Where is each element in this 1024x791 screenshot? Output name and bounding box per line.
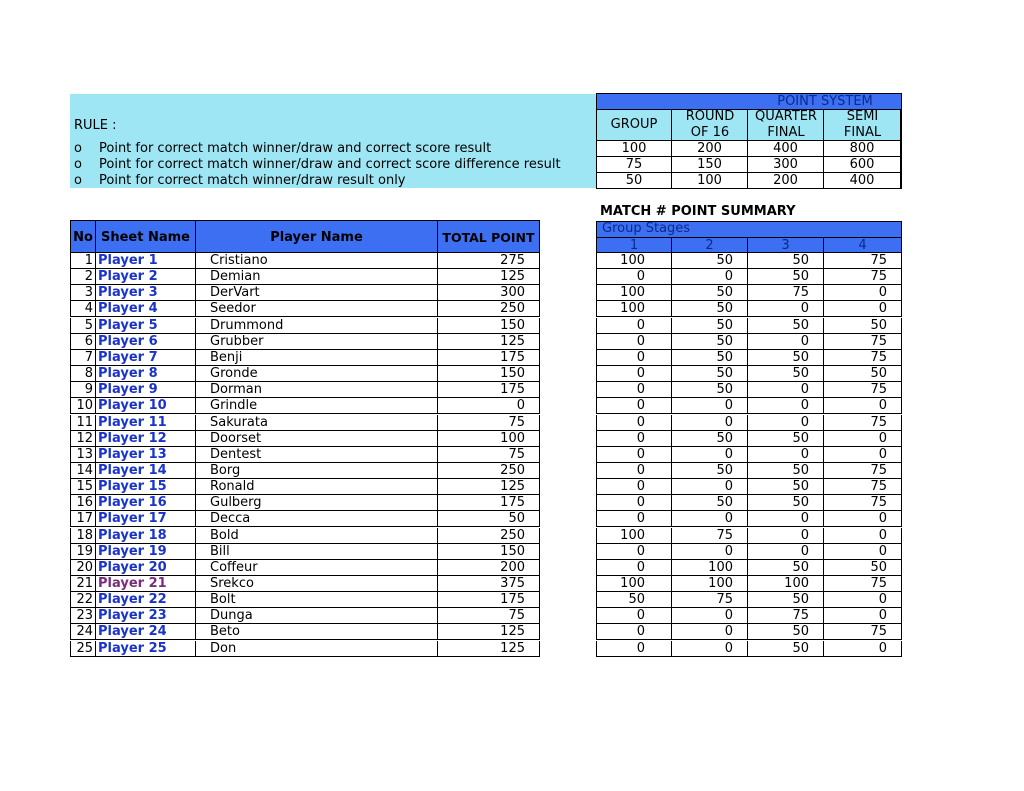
- summary-value: 75: [824, 463, 902, 479]
- summary-value: 50: [748, 495, 824, 511]
- player-total-point: 125: [438, 641, 540, 657]
- rule-bullet: o: [74, 141, 82, 156]
- player-sheet-link[interactable]: Player 4: [96, 301, 196, 317]
- column-label-line2: FINAL: [767, 125, 805, 140]
- summary-value: 75: [824, 253, 902, 269]
- summary-value: 0: [672, 624, 748, 640]
- player-name: Bill: [196, 544, 438, 560]
- summary-value: 0: [824, 398, 902, 414]
- summary-value: 50: [748, 624, 824, 640]
- summary-column-header: 3: [748, 237, 824, 253]
- player-row-number: 7: [70, 350, 96, 366]
- rule-item: Point for correct match winner/draw result only: [99, 173, 406, 188]
- summary-value: 0: [672, 608, 748, 624]
- player-name: Don: [196, 641, 438, 657]
- player-name: Borg: [196, 463, 438, 479]
- summary-value: 0: [672, 641, 748, 657]
- summary-value: 0: [596, 608, 672, 624]
- summary-column-header: 1: [596, 237, 672, 253]
- summary-value: 50: [748, 366, 824, 382]
- player-total-point: 150: [438, 318, 540, 334]
- column-label-line1: QUARTER: [755, 109, 817, 124]
- summary-value: 0: [596, 511, 672, 527]
- player-sheet-link[interactable]: Player 5: [96, 318, 196, 334]
- summary-value: 50: [672, 431, 748, 447]
- player-total-point: 250: [438, 528, 540, 544]
- summary-value: 75: [824, 415, 902, 431]
- player-total-point: 150: [438, 366, 540, 382]
- summary-value: 0: [596, 641, 672, 657]
- player-name: Cristiano: [196, 253, 438, 269]
- summary-value: 0: [748, 528, 824, 544]
- player-row-number: 4: [70, 301, 96, 317]
- column-label-line2: FINAL: [843, 125, 882, 140]
- player-row-number: 25: [70, 641, 96, 657]
- summary-value: 0: [748, 382, 824, 398]
- player-name: Dentest: [196, 447, 438, 463]
- summary-value: 0: [672, 269, 748, 285]
- player-row-number: 16: [70, 495, 96, 511]
- players-header-no: No: [70, 220, 96, 253]
- summary-value: 75: [672, 528, 748, 544]
- summary-value: 50: [748, 269, 824, 285]
- player-sheet-link[interactable]: Player 25: [96, 641, 196, 657]
- player-total-point: 75: [438, 415, 540, 431]
- player-total-point: 250: [438, 463, 540, 479]
- player-row-number: 1: [70, 253, 96, 269]
- summary-title: MATCH # POINT SUMMARY: [600, 204, 796, 219]
- summary-value: 50: [672, 350, 748, 366]
- summary-value: 75: [824, 479, 902, 495]
- player-sheet-link[interactable]: Player 7: [96, 350, 196, 366]
- summary-value: 0: [596, 269, 672, 285]
- player-sheet-link[interactable]: Player 3: [96, 285, 196, 301]
- point-value: 100: [672, 173, 748, 189]
- player-sheet-link[interactable]: Player 23: [96, 608, 196, 624]
- summary-value: 75: [824, 350, 902, 366]
- player-sheet-link[interactable]: Player 1: [96, 253, 196, 269]
- player-sheet-link[interactable]: Player 21: [96, 576, 196, 592]
- player-sheet-link[interactable]: Player 11: [96, 415, 196, 431]
- player-sheet-link[interactable]: Player 19: [96, 544, 196, 560]
- column-label-line2: OF 16: [690, 125, 730, 140]
- summary-value: 50: [672, 463, 748, 479]
- player-name: Srekco: [196, 576, 438, 592]
- point-value: 300: [748, 157, 824, 173]
- summary-value: 50: [824, 560, 902, 576]
- player-sheet-link[interactable]: Player 17: [96, 511, 196, 527]
- summary-value: 50: [748, 253, 824, 269]
- summary-value: 0: [596, 366, 672, 382]
- summary-value: 0: [596, 560, 672, 576]
- player-total-point: 125: [438, 334, 540, 350]
- summary-value: 0: [748, 334, 824, 350]
- summary-value: 100: [596, 301, 672, 317]
- player-row-number: 19: [70, 544, 96, 560]
- player-row-number: 8: [70, 366, 96, 382]
- summary-value: 0: [596, 350, 672, 366]
- summary-value: 0: [824, 608, 902, 624]
- player-sheet-link[interactable]: Player 8: [96, 366, 196, 382]
- players-header-total: TOTAL POINT: [438, 220, 540, 253]
- player-row-number: 6: [70, 334, 96, 350]
- summary-value: 75: [824, 624, 902, 640]
- summary-value: 50: [596, 592, 672, 608]
- player-total-point: 175: [438, 350, 540, 366]
- summary-value: 0: [824, 431, 902, 447]
- player-total-point: 125: [438, 624, 540, 640]
- summary-value: 0: [824, 528, 902, 544]
- summary-value: 0: [824, 301, 902, 317]
- summary-value: 0: [596, 431, 672, 447]
- point-value: 600: [824, 157, 901, 173]
- player-name: Benji: [196, 350, 438, 366]
- summary-value: 50: [748, 318, 824, 334]
- player-row-number: 17: [70, 511, 96, 527]
- player-row-number: 3: [70, 285, 96, 301]
- summary-group-label: Group Stages: [602, 221, 691, 236]
- player-row-number: 23: [70, 608, 96, 624]
- summary-value: 0: [596, 318, 672, 334]
- player-sheet-link[interactable]: Player 15: [96, 479, 196, 495]
- player-row-number: 12: [70, 431, 96, 447]
- player-total-point: 300: [438, 285, 540, 301]
- player-total-point: 175: [438, 592, 540, 608]
- rule-bullet: o: [74, 173, 82, 188]
- column-label-line1: SEMI: [846, 109, 879, 124]
- summary-value: 0: [596, 447, 672, 463]
- player-row-number: 20: [70, 560, 96, 576]
- point-value: 150: [672, 157, 748, 173]
- player-name: Bold: [196, 528, 438, 544]
- summary-value: 0: [748, 301, 824, 317]
- summary-value: 0: [672, 447, 748, 463]
- summary-value: 0: [672, 511, 748, 527]
- player-total-point: 375: [438, 576, 540, 592]
- player-row-number: 24: [70, 624, 96, 640]
- player-total-point: 275: [438, 253, 540, 269]
- summary-value: 75: [824, 382, 902, 398]
- player-name: Sakurata: [196, 415, 438, 431]
- player-total-point: 250: [438, 301, 540, 317]
- player-name: Ronald: [196, 479, 438, 495]
- player-sheet-link[interactable]: Player 10: [96, 398, 196, 414]
- rule-item: Point for correct match winner/draw and correct score difference result: [99, 157, 561, 172]
- summary-value: 0: [824, 592, 902, 608]
- summary-value: 0: [672, 398, 748, 414]
- player-total-point: 125: [438, 479, 540, 495]
- player-sheet-link[interactable]: Player 18: [96, 528, 196, 544]
- player-total-point: 200: [438, 560, 540, 576]
- summary-value: 0: [748, 511, 824, 527]
- summary-value: 100: [596, 285, 672, 301]
- player-row-number: 5: [70, 318, 96, 334]
- player-name: Bolt: [196, 592, 438, 608]
- player-total-point: 175: [438, 495, 540, 511]
- summary-value: 50: [672, 285, 748, 301]
- summary-value: 50: [672, 366, 748, 382]
- player-total-point: 50: [438, 511, 540, 527]
- player-name: Drummond: [196, 318, 438, 334]
- player-sheet-link[interactable]: Player 6: [96, 334, 196, 350]
- rule-item: Point for correct match winner/draw and correct score result: [99, 141, 492, 156]
- summary-value: 75: [824, 269, 902, 285]
- player-name: DerVart: [196, 285, 438, 301]
- player-row-number: 15: [70, 479, 96, 495]
- player-sheet-link[interactable]: Player 13: [96, 447, 196, 463]
- player-total-point: 75: [438, 608, 540, 624]
- summary-value: 0: [748, 544, 824, 560]
- summary-value: 50: [748, 431, 824, 447]
- point-system-title: POINT SYSTEM: [777, 94, 873, 109]
- player-name: Doorset: [196, 431, 438, 447]
- point-value: 200: [748, 173, 824, 189]
- summary-value: 50: [672, 495, 748, 511]
- summary-value: 75: [672, 592, 748, 608]
- player-sheet-link[interactable]: Player 16: [96, 495, 196, 511]
- summary-value: 50: [824, 366, 902, 382]
- player-sheet-link[interactable]: Player 9: [96, 382, 196, 398]
- player-name: Grubber: [196, 334, 438, 350]
- summary-column-header: 2: [672, 237, 748, 253]
- player-sheet-link[interactable]: Player 2: [96, 269, 196, 285]
- summary-value: 0: [824, 641, 902, 657]
- point-value: 400: [824, 173, 901, 189]
- rule-bullet: o: [74, 157, 82, 172]
- player-row-number: 18: [70, 528, 96, 544]
- summary-value: 75: [824, 495, 902, 511]
- summary-value: 50: [748, 560, 824, 576]
- summary-value: 50: [672, 301, 748, 317]
- summary-value: 0: [596, 463, 672, 479]
- summary-value: 0: [596, 415, 672, 431]
- summary-value: 0: [824, 285, 902, 301]
- summary-column-header: 4: [824, 237, 902, 253]
- summary-value: 50: [672, 334, 748, 350]
- summary-value: 50: [672, 382, 748, 398]
- point-value: 50: [596, 173, 672, 189]
- player-name: Seedor: [196, 301, 438, 317]
- summary-value: 50: [748, 463, 824, 479]
- player-name: Coffeur: [196, 560, 438, 576]
- player-name: Demian: [196, 269, 438, 285]
- player-sheet-link[interactable]: Player 12: [96, 431, 196, 447]
- summary-value: 50: [824, 318, 902, 334]
- player-sheet-link[interactable]: Player 22: [96, 592, 196, 608]
- summary-value: 0: [596, 382, 672, 398]
- player-row-number: 2: [70, 269, 96, 285]
- player-name: Gulberg: [196, 495, 438, 511]
- summary-value: 0: [596, 334, 672, 350]
- summary-value: 100: [672, 560, 748, 576]
- point-value: 800: [824, 141, 901, 157]
- player-row-number: 11: [70, 415, 96, 431]
- player-name: Gronde: [196, 366, 438, 382]
- player-name: Beto: [196, 624, 438, 640]
- summary-value: 100: [672, 576, 748, 592]
- players-header-player: Player Name: [196, 220, 438, 253]
- summary-value: 100: [596, 528, 672, 544]
- player-total-point: 150: [438, 544, 540, 560]
- summary-value: 75: [824, 334, 902, 350]
- summary-value: 75: [748, 608, 824, 624]
- player-row-number: 22: [70, 592, 96, 608]
- player-row-number: 10: [70, 398, 96, 414]
- summary-value: 0: [596, 624, 672, 640]
- player-total-point: 100: [438, 431, 540, 447]
- player-row-number: 21: [70, 576, 96, 592]
- summary-value: 0: [824, 544, 902, 560]
- summary-value: 0: [596, 398, 672, 414]
- summary-value: 0: [596, 479, 672, 495]
- summary-value: 0: [824, 447, 902, 463]
- player-name: Decca: [196, 511, 438, 527]
- player-total-point: 175: [438, 382, 540, 398]
- summary-value: 100: [748, 576, 824, 592]
- player-name: Grindle: [196, 398, 438, 414]
- summary-value: 75: [748, 285, 824, 301]
- summary-value: 0: [672, 479, 748, 495]
- summary-value: 50: [672, 318, 748, 334]
- player-total-point: 75: [438, 447, 540, 463]
- summary-value: 50: [748, 350, 824, 366]
- players-header-sheet: Sheet Name: [96, 220, 196, 253]
- player-sheet-link[interactable]: Player 14: [96, 463, 196, 479]
- column-label-line1: ROUND: [685, 109, 735, 124]
- summary-value: 75: [824, 576, 902, 592]
- rules-heading: RULE :: [74, 118, 117, 133]
- player-sheet-link[interactable]: Player 24: [96, 624, 196, 640]
- point-value: 75: [596, 157, 672, 173]
- summary-value: 100: [596, 576, 672, 592]
- column-label: GROUP: [610, 117, 658, 132]
- point-value: 200: [672, 141, 748, 157]
- player-row-number: 14: [70, 463, 96, 479]
- player-total-point: 0: [438, 398, 540, 414]
- summary-value: 50: [748, 479, 824, 495]
- summary-value: 0: [748, 415, 824, 431]
- summary-value: 0: [748, 398, 824, 414]
- summary-value: 50: [748, 592, 824, 608]
- player-name: Dunga: [196, 608, 438, 624]
- summary-value: 0: [596, 544, 672, 560]
- summary-value: 0: [748, 447, 824, 463]
- point-value: 400: [748, 141, 824, 157]
- summary-value: 50: [672, 253, 748, 269]
- summary-value: 0: [672, 415, 748, 431]
- player-row-number: 9: [70, 382, 96, 398]
- summary-value: 0: [596, 495, 672, 511]
- summary-value: 50: [748, 641, 824, 657]
- point-value: 100: [596, 141, 672, 157]
- player-name: Dorman: [196, 382, 438, 398]
- summary-value: 0: [672, 544, 748, 560]
- summary-value: 100: [596, 253, 672, 269]
- player-total-point: 125: [438, 269, 540, 285]
- summary-value: 0: [824, 511, 902, 527]
- player-row-number: 13: [70, 447, 96, 463]
- player-sheet-link[interactable]: Player 20: [96, 560, 196, 576]
